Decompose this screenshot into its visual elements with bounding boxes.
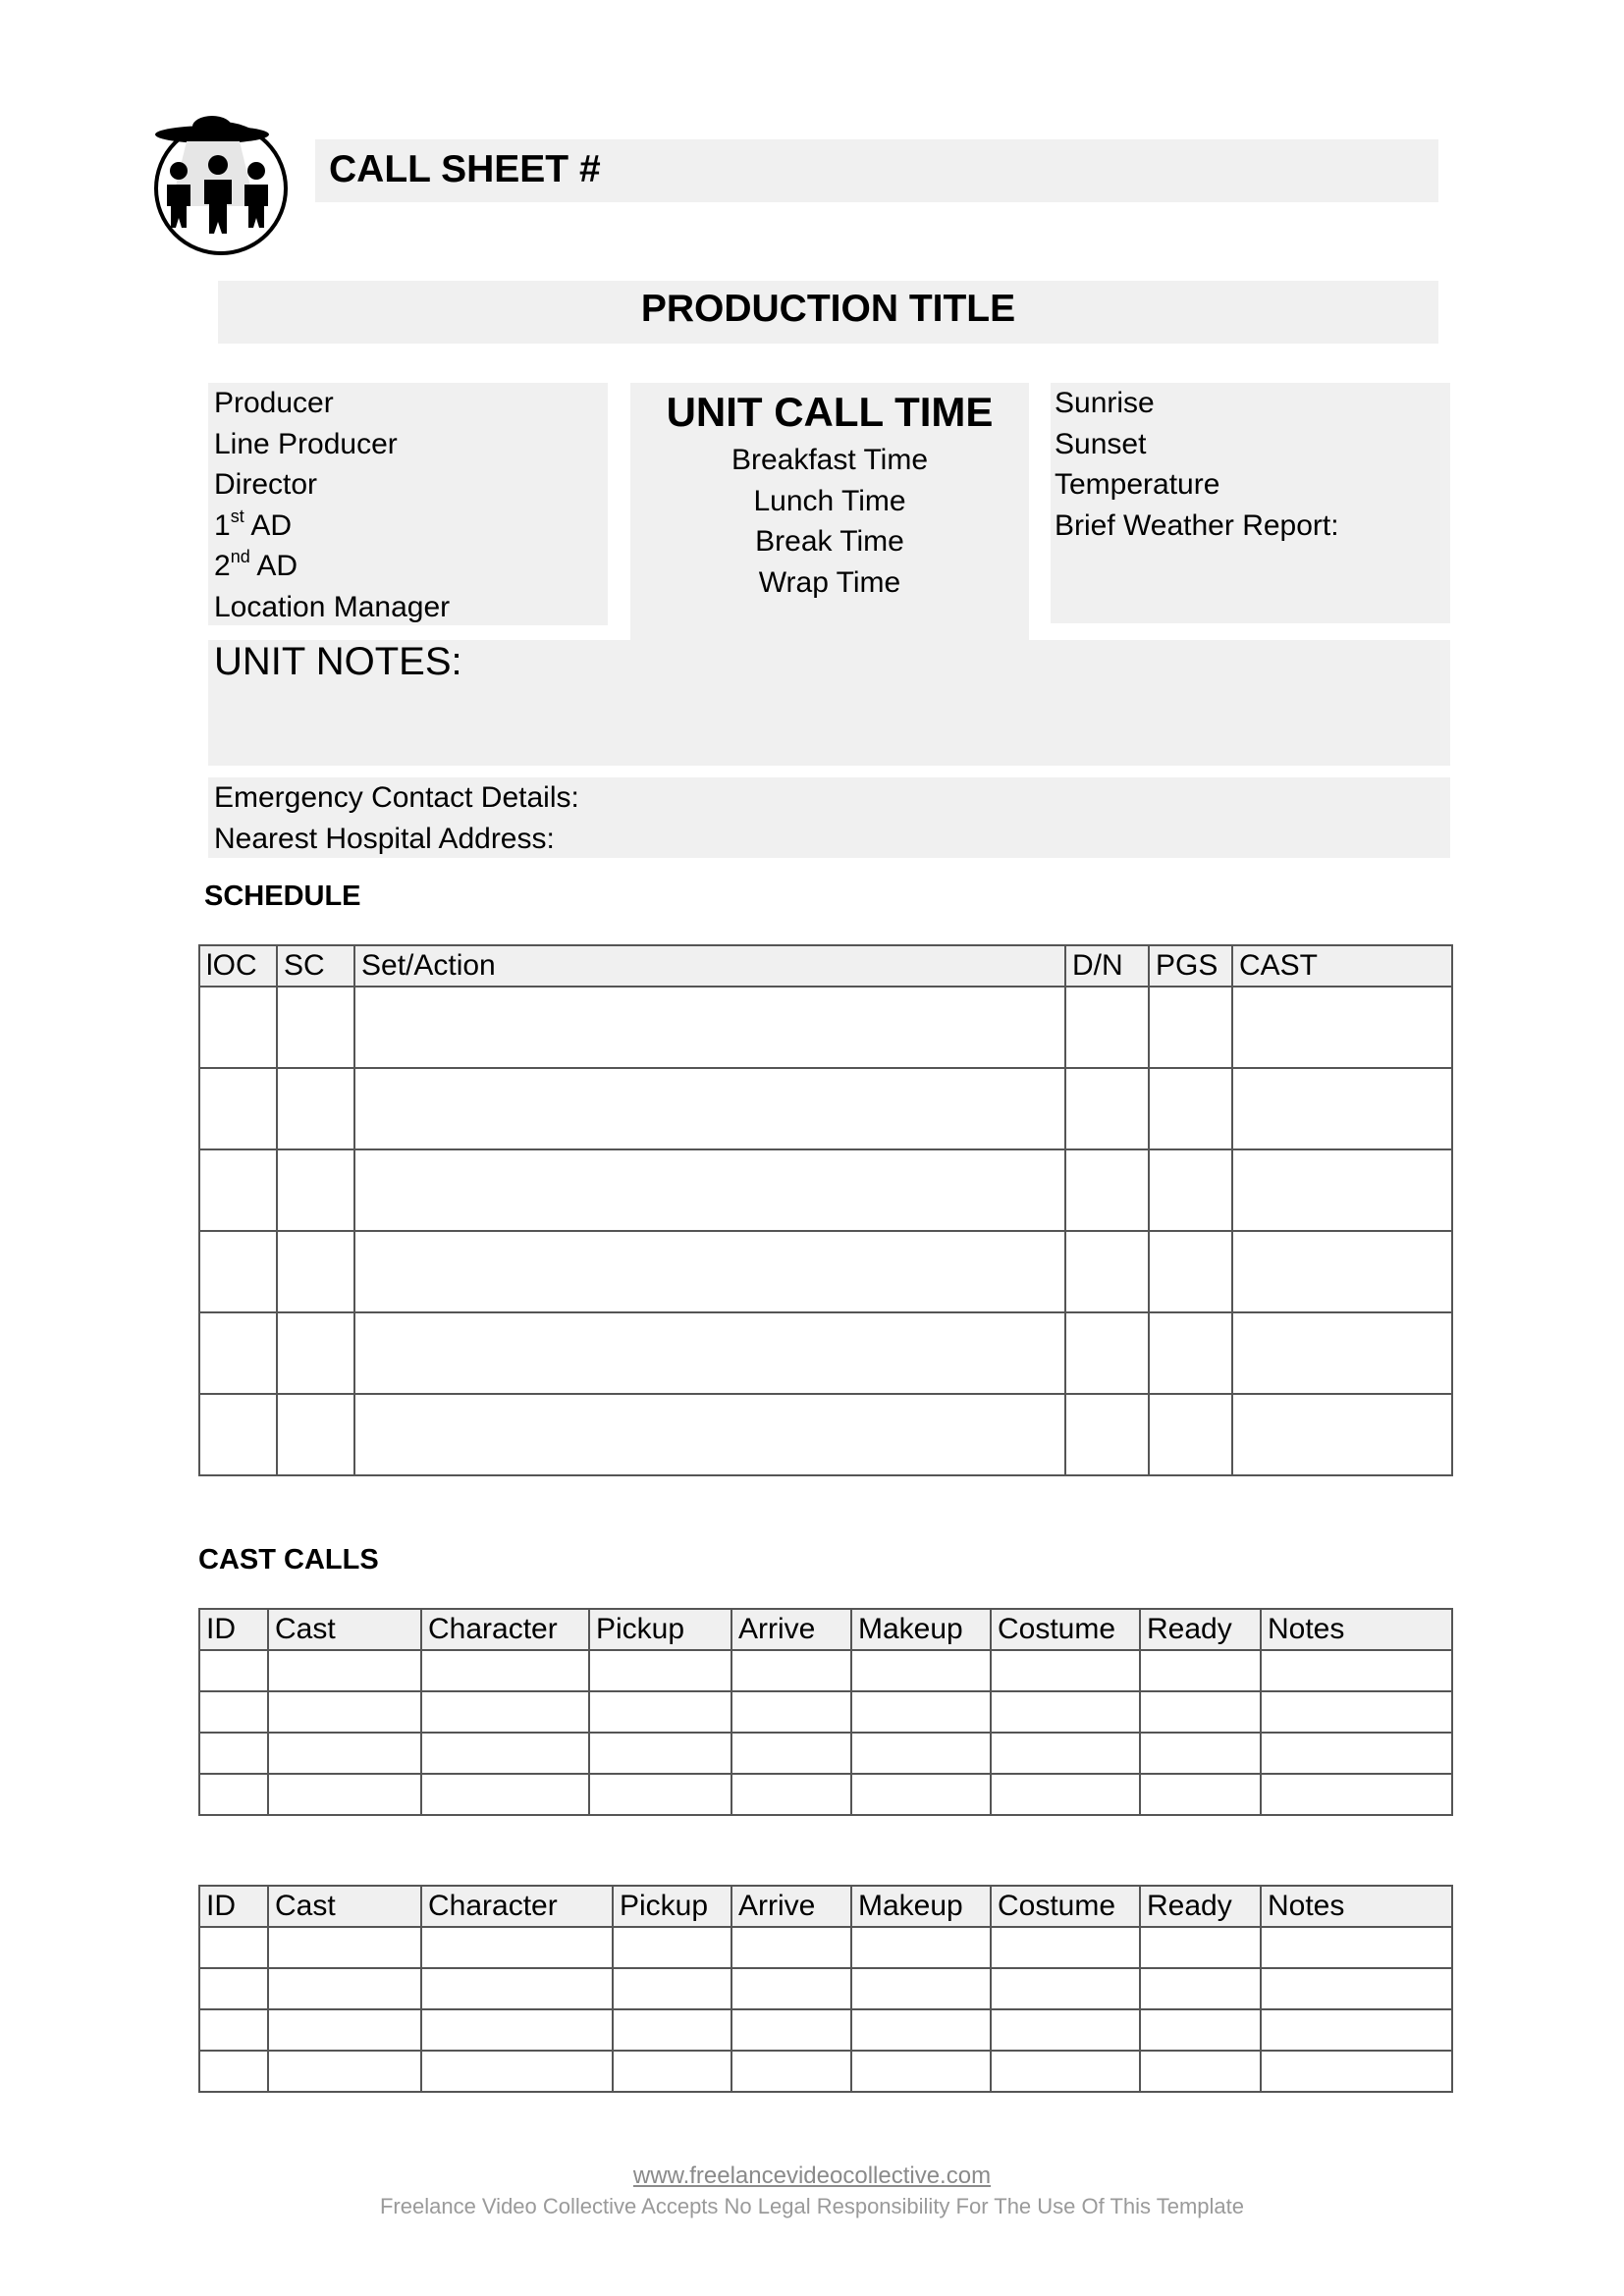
cast-calls-cell[interactable] — [1261, 1650, 1452, 1691]
schedule-cell[interactable] — [199, 1312, 277, 1394]
cast-calls-2-column-header: ID — [199, 1886, 268, 1927]
cast-calls-2-row — [199, 2051, 1452, 2092]
break-time-label: Break Time — [755, 525, 904, 558]
cast-calls-cell[interactable] — [421, 1691, 589, 1733]
unit-notes-box — [208, 640, 1450, 766]
cast-calls-2-cell[interactable] — [1140, 1927, 1261, 1968]
cast-calls-cell[interactable] — [731, 1774, 851, 1815]
schedule-cell[interactable] — [199, 1231, 277, 1312]
cast-calls-row — [199, 1691, 1452, 1733]
cast-calls-cell[interactable] — [199, 1733, 268, 1774]
cast-calls-column-header: Character — [421, 1609, 589, 1650]
cast-calls-2-cell[interactable] — [851, 1927, 991, 1968]
cast-calls-2-column-header: Costume — [991, 1886, 1140, 1927]
schedule-cell[interactable] — [1149, 1394, 1232, 1475]
schedule-column-header: CAST — [1232, 945, 1452, 987]
cast-calls-2-cell[interactable] — [613, 2009, 731, 2051]
cast-calls-2-cell[interactable] — [613, 2051, 731, 2092]
cast-calls-cell[interactable] — [731, 1650, 851, 1691]
unit-call-title: UNIT CALL TIME — [666, 389, 994, 435]
schedule-column-header: lOC — [199, 945, 277, 987]
cast-calls-2-header-row — [199, 1886, 1452, 1927]
cast-calls-cell[interactable] — [589, 1691, 731, 1733]
cast-calls-cell[interactable] — [1261, 1733, 1452, 1774]
cast-calls-2-cell[interactable] — [991, 1927, 1140, 1968]
call-sheet-title: CALL SHEET # — [329, 148, 601, 190]
cast-calls-table-2 — [198, 1885, 1453, 2093]
cast-calls-2-cell[interactable] — [731, 1927, 851, 1968]
cast-calls-2-cell[interactable] — [268, 2051, 421, 2092]
schedule-row — [199, 1394, 1452, 1475]
production-title: PRODUCTION TITLE — [640, 288, 1016, 330]
schedule-cell[interactable] — [1149, 1231, 1232, 1312]
cast-calls-2-cell[interactable] — [851, 1968, 991, 2009]
schedule-cell[interactable] — [277, 1394, 354, 1475]
schedule-cell[interactable] — [277, 1068, 354, 1149]
schedule-cell[interactable] — [1065, 1068, 1149, 1149]
cast-calls-2-column-header: Character — [421, 1886, 613, 1927]
schedule-cell[interactable] — [1232, 1394, 1452, 1475]
schedule-column-header: D/N — [1065, 945, 1149, 987]
schedule-column-header: PGS — [1149, 945, 1232, 987]
cast-calls-cell[interactable] — [1261, 1691, 1452, 1733]
schedule-cell[interactable] — [277, 1312, 354, 1394]
cast-calls-2-cell[interactable] — [851, 2009, 991, 2051]
footer-disclaimer: Freelance Video Collective Accepts No Legal Responsibility For The Use Of This Template — [379, 2194, 1245, 2218]
producer-label: Producer — [214, 387, 334, 419]
cast-calls-cell[interactable] — [851, 1691, 991, 1733]
schedule-cell[interactable] — [277, 1231, 354, 1312]
cast-calls-column-header: Arrive — [731, 1609, 851, 1650]
cast-calls-cell[interactable] — [991, 1650, 1140, 1691]
schedule-row — [199, 1149, 1452, 1231]
schedule-cell[interactable] — [354, 987, 1065, 1068]
production-title-bar — [218, 281, 1438, 344]
schedule-cell[interactable] — [1232, 1231, 1452, 1312]
schedule-cell[interactable] — [1065, 987, 1149, 1068]
cast-calls-2-column-header: Cast — [268, 1886, 421, 1927]
cast-calls-cell[interactable] — [991, 1691, 1140, 1733]
cast-calls-cell[interactable] — [991, 1774, 1140, 1815]
cast-calls-2-cell[interactable] — [1261, 2009, 1452, 2051]
schedule-cell[interactable] — [354, 1312, 1065, 1394]
cast-calls-row — [199, 1733, 1452, 1774]
schedule-cell[interactable] — [199, 987, 277, 1068]
schedule-cell[interactable] — [1149, 1068, 1232, 1149]
schedule-column-header: SC — [277, 945, 354, 987]
cast-calls-column-header: Pickup — [589, 1609, 731, 1650]
cast-calls-2-cell[interactable] — [268, 2009, 421, 2051]
schedule-cell[interactable] — [1065, 1149, 1149, 1231]
cast-calls-2-cell[interactable] — [851, 2051, 991, 2092]
cast-calls-2-cell[interactable] — [1140, 1968, 1261, 2009]
schedule-cell[interactable] — [354, 1394, 1065, 1475]
cast-calls-2-cell[interactable] — [1261, 1927, 1452, 1968]
emergency-contact-label: Emergency Contact Details: — [214, 781, 579, 814]
weather-report-label: Brief Weather Report: — [1055, 508, 1339, 542]
cast-calls-2-cell[interactable] — [421, 1968, 613, 2009]
unit-notes-label: UNIT NOTES: — [214, 640, 462, 683]
cast-calls-cell[interactable] — [199, 1650, 268, 1691]
cast-calls-cell[interactable] — [268, 1774, 421, 1815]
breakfast-time-label: Breakfast Time — [731, 444, 929, 476]
cast-calls-cell[interactable] — [589, 1733, 731, 1774]
unit-call-box — [630, 383, 1029, 640]
emergency-box — [208, 777, 1450, 858]
cast-calls-row — [199, 1650, 1452, 1691]
cast-calls-2-column-header: Notes — [1261, 1886, 1452, 1927]
cast-calls-cell[interactable] — [589, 1774, 731, 1815]
cast-calls-heading: CAST CALLS — [198, 1544, 379, 1575]
cast-calls-column-header: ID — [199, 1609, 268, 1650]
schedule-row — [199, 1068, 1452, 1149]
cast-calls-cell[interactable] — [421, 1733, 589, 1774]
sunset-label: Sunset — [1055, 427, 1147, 460]
cast-calls-cell[interactable] — [1140, 1650, 1261, 1691]
crew-box — [208, 383, 608, 625]
cast-calls-2-cell[interactable] — [199, 2051, 268, 2092]
call-sheet-bar — [315, 139, 1438, 202]
location-manager-label: Location Manager — [214, 590, 451, 623]
cast-calls-column-header: Costume — [991, 1609, 1140, 1650]
cast-calls-cell[interactable] — [851, 1774, 991, 1815]
schedule-row — [199, 1312, 1452, 1394]
schedule-row — [199, 1231, 1452, 1312]
schedule-cell[interactable] — [1232, 1312, 1452, 1394]
cast-calls-2-cell[interactable] — [421, 1927, 613, 1968]
cast-calls-2-cell[interactable] — [613, 1968, 731, 2009]
lunch-time-label: Lunch Time — [753, 484, 906, 517]
cast-calls-2-column-header: Makeup — [851, 1886, 991, 1927]
cast-calls-2-row — [199, 1968, 1452, 2009]
cast-calls-2-cell[interactable] — [421, 2051, 613, 2092]
cast-calls-row — [199, 1774, 1452, 1815]
cast-calls-cell[interactable] — [1140, 1774, 1261, 1815]
cast-calls-column-header: Ready — [1140, 1609, 1261, 1650]
cast-calls-2-column-header: Ready — [1140, 1886, 1261, 1927]
cast-calls-column-header: Makeup — [851, 1609, 991, 1650]
cast-calls-table — [198, 1608, 1453, 1816]
cast-calls-cell[interactable] — [1140, 1733, 1261, 1774]
cast-calls-cell[interactable] — [851, 1650, 991, 1691]
wrap-time-label: Wrap Time — [758, 565, 901, 599]
cast-calls-2-column-header: Arrive — [731, 1886, 851, 1927]
cast-calls-cell[interactable] — [991, 1733, 1140, 1774]
footer-url-link[interactable]: www.freelancevideocollective.com — [632, 2163, 992, 2189]
cast-calls-2-cell[interactable] — [991, 1968, 1140, 2009]
cast-calls-2-column-header: Pickup — [613, 1886, 731, 1927]
ufo-people-icon — [147, 108, 295, 255]
cast-calls-2-cell[interactable] — [731, 1968, 851, 2009]
cast-calls-cell[interactable] — [421, 1774, 589, 1815]
first-ad-label: 1st AD — [214, 506, 293, 542]
cast-calls-cell[interactable] — [731, 1691, 851, 1733]
director-label: Director — [214, 468, 318, 501]
nearest-hospital-label: Nearest Hospital Address: — [214, 822, 555, 855]
schedule-cell[interactable] — [1232, 987, 1452, 1068]
schedule-table — [198, 944, 1453, 1476]
cast-calls-cell[interactable] — [731, 1733, 851, 1774]
cast-calls-cell[interactable] — [268, 1733, 421, 1774]
schedule-cell[interactable] — [199, 1068, 277, 1149]
cast-calls-2-cell[interactable] — [421, 2009, 613, 2051]
cast-calls-cell[interactable] — [199, 1774, 268, 1815]
cast-calls-2-cell[interactable] — [731, 2051, 851, 2092]
cast-calls-2-cell[interactable] — [991, 2009, 1140, 2051]
cast-calls-cell[interactable] — [589, 1650, 731, 1691]
cast-calls-2-cell[interactable] — [1140, 2009, 1261, 2051]
schedule-column-header: Set/Action — [354, 945, 1065, 987]
cast-calls-cell[interactable] — [268, 1650, 421, 1691]
schedule-cell[interactable] — [354, 1068, 1065, 1149]
second-ad-label: 2nd AD — [214, 547, 298, 582]
schedule-cell[interactable] — [1149, 987, 1232, 1068]
schedule-cell[interactable] — [277, 1149, 354, 1231]
schedule-cell[interactable] — [1065, 1394, 1149, 1475]
cast-calls-cell[interactable] — [851, 1733, 991, 1774]
cast-calls-cell[interactable] — [1140, 1691, 1261, 1733]
cast-calls-2-cell[interactable] — [1261, 2051, 1452, 2092]
cast-calls-column-header: Notes — [1261, 1609, 1452, 1650]
schedule-cell[interactable] — [1149, 1312, 1232, 1394]
schedule-cell[interactable] — [1232, 1149, 1452, 1231]
cast-calls-2-cell[interactable] — [268, 1927, 421, 1968]
cast-calls-2-row — [199, 1927, 1452, 1968]
schedule-heading: SCHEDULE — [204, 881, 361, 912]
cast-calls-2-row — [199, 2009, 1452, 2051]
cast-calls-cell[interactable] — [199, 1691, 268, 1733]
cast-calls-2-cell[interactable] — [199, 2009, 268, 2051]
cast-calls-cell[interactable] — [268, 1691, 421, 1733]
schedule-cell[interactable] — [354, 1231, 1065, 1312]
weather-box — [1051, 383, 1450, 623]
cast-calls-2-cell[interactable] — [1140, 2051, 1261, 2092]
cast-calls-2-cell[interactable] — [268, 1968, 421, 2009]
logo — [147, 108, 295, 255]
cast-calls-2-cell[interactable] — [1261, 1968, 1452, 2009]
cast-calls-2-cell[interactable] — [199, 1927, 268, 1968]
schedule-cell[interactable] — [1065, 1231, 1149, 1312]
sunrise-label: Sunrise — [1055, 387, 1155, 419]
schedule-cell[interactable] — [1149, 1149, 1232, 1231]
schedule-cell[interactable] — [277, 987, 354, 1068]
schedule-cell[interactable] — [1065, 1312, 1149, 1394]
schedule-cell[interactable] — [1232, 1068, 1452, 1149]
cast-calls-2-cell[interactable] — [991, 2051, 1140, 2092]
cast-calls-cell[interactable] — [1261, 1774, 1452, 1815]
line-producer-label: Line Producer — [214, 427, 398, 460]
schedule-row — [199, 987, 1452, 1068]
schedule-cell[interactable] — [199, 1394, 277, 1475]
cast-calls-2-cell[interactable] — [613, 1927, 731, 1968]
schedule-cell[interactable] — [354, 1149, 1065, 1231]
cast-calls-header-row — [199, 1609, 1452, 1650]
cast-calls-2-cell[interactable] — [731, 2009, 851, 2051]
schedule-header-row — [199, 945, 1452, 987]
cast-calls-column-header: Cast — [268, 1609, 421, 1650]
temperature-label: Temperature — [1055, 468, 1220, 501]
schedule-cell[interactable] — [199, 1149, 277, 1231]
cast-calls-cell[interactable] — [421, 1650, 589, 1691]
cast-calls-2-cell[interactable] — [199, 1968, 268, 2009]
